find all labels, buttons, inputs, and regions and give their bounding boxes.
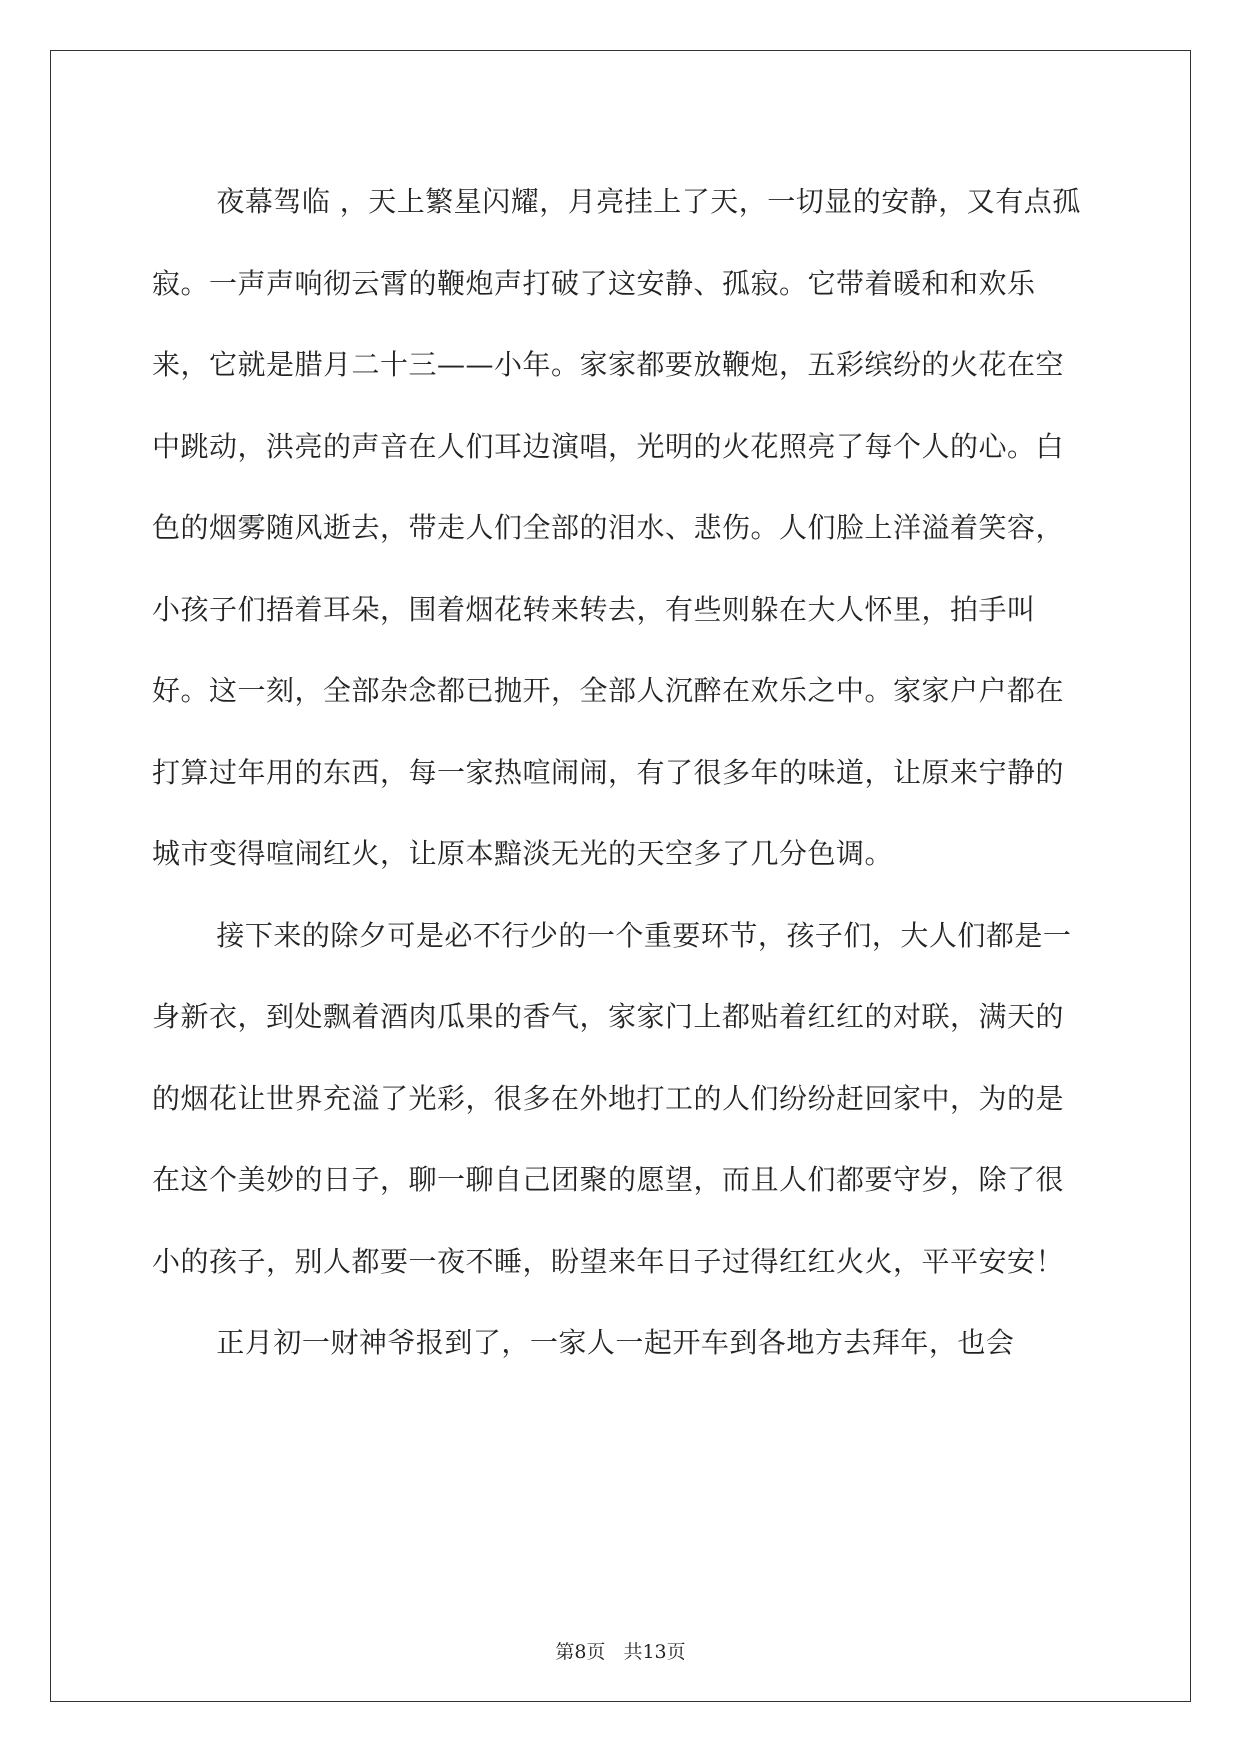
page-total: 共13页 [623,1641,686,1663]
page-footer [0,1637,1241,1664]
page-number: 第8页 [555,1641,606,1663]
paragraph-1: 夜幕驾临 ，天上繁星闪耀，月亮挂上了天，一切显的安静，又有点孤寂。一声声响彻云霄的鞭炮声打破了这安静、孤寂。它带着暖和和欢乐来，它就是腊月二十三——小年。家家都要放鞭炮，五彩缤纷的火花在空中跳动，洪亮的声音在人们耳边演唱，光明的火花照亮了每个人的心。白色的烟雾随风逝去，带走人们全部的泪水、悲伤。人们脸上洋溢着笑容，小孩子们捂着耳朵，围着烟花转来转去，有些则躲在大人怀里，拍手叫好。这一刻，全部杂念都已抛开，全部人沉醉在欢乐之中。家家户户都在打算过年用的东西，每一家热喧闹闹，有了很多年的味道，让原来宁静的城市变得喧闹红火，让原本黯淡无光的天空多了几分色调。 [152,185,1081,870]
paragraph-2: 接下来的除夕可是必不行少的一个重要环节，孩子们，大人们都是一身新衣，到处飘着酒肉瓜果的香气，家家门上都贴着红红的对联，满天的的烟花让世界充溢了光彩，很多在外地打工的人们纷纷赶回家中，为的是在这个美妙的日子，聊一聊自己团聚的愿望，而且人们都要守岁，除了很小的孩子，别人都要一夜不睡，盼望来年日子过得红红火火，平平安安！ [152,918,1072,1278]
paragraph-3: 正月初一财神爷报到了，一家人一起开车到各地方去拜年，也会 [216,1326,1015,1359]
document-body [152,161,1092,1384]
